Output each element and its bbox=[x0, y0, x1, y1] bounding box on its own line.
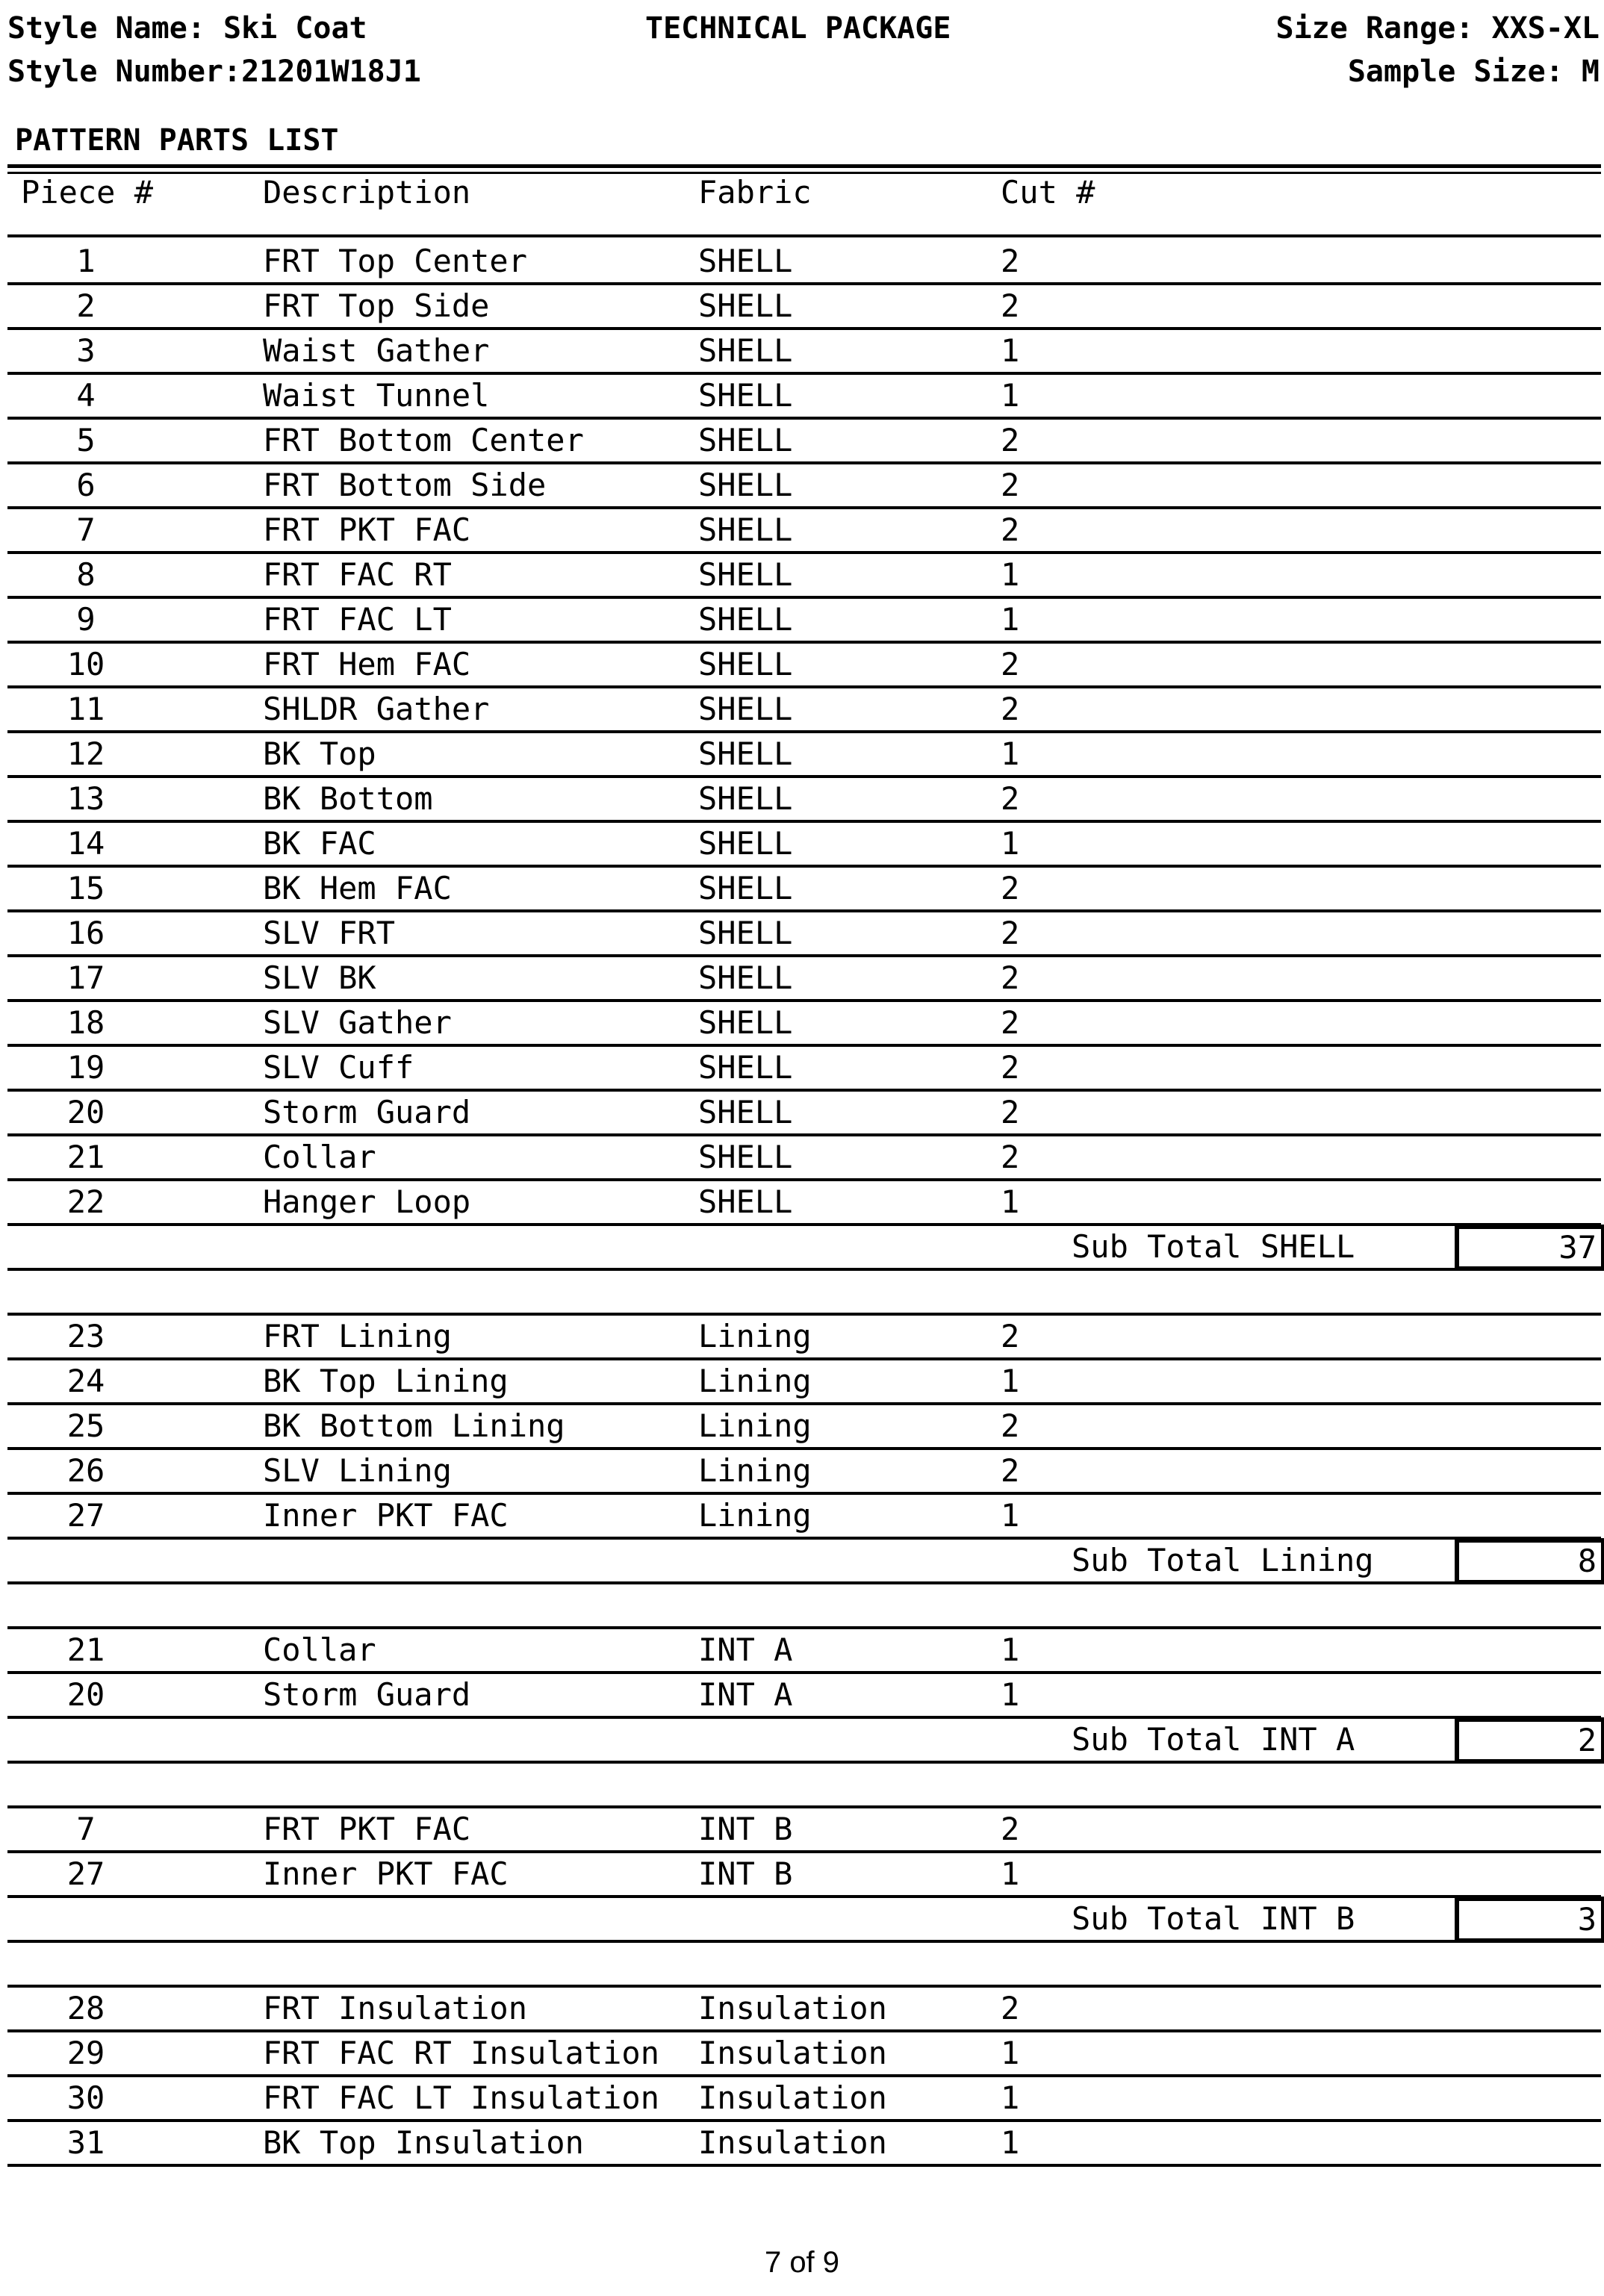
description-cell: BK Top Lining bbox=[263, 1363, 509, 1399]
fabric-cell: SHELL bbox=[698, 556, 793, 593]
fabric-cell: INT A bbox=[698, 1631, 793, 1668]
cut-cell: 2 bbox=[1001, 780, 1020, 817]
piece-cell: 13 bbox=[66, 780, 105, 817]
description-cell: BK Hem FAC bbox=[263, 870, 452, 906]
cut-cell: 1 bbox=[1001, 1676, 1020, 1713]
piece-cell: 5 bbox=[76, 422, 96, 458]
piece-cell: 10 bbox=[66, 646, 105, 682]
subtotal-label: Sub Total INT B bbox=[1072, 1900, 1355, 1937]
piece-cell: 12 bbox=[66, 735, 105, 772]
description-cell: FRT FAC LT bbox=[263, 601, 452, 638]
piece-cell: 21 bbox=[66, 1139, 105, 1175]
row-divider bbox=[7, 1268, 1601, 1271]
table-row bbox=[7, 1807, 1601, 1852]
description-cell: Collar bbox=[263, 1139, 376, 1175]
fabric-cell: SHELL bbox=[698, 780, 793, 817]
piece-cell: 14 bbox=[66, 825, 105, 862]
piece-cell: 1 bbox=[76, 243, 96, 279]
fabric-cell: SHELL bbox=[698, 243, 793, 279]
fabric-cell: SHELL bbox=[698, 1094, 793, 1130]
description-cell: SLV BK bbox=[263, 959, 376, 996]
cut-cell: 2 bbox=[1001, 467, 1020, 503]
cut-cell: 2 bbox=[1001, 1004, 1020, 1041]
table-row bbox=[7, 1628, 1601, 1673]
cut-cell: 1 bbox=[1001, 332, 1020, 369]
fabric-cell: Insulation bbox=[698, 2079, 887, 2116]
subtotal-row bbox=[7, 1225, 1601, 1269]
fabric-cell: SHELL bbox=[698, 1049, 793, 1086]
table-row bbox=[7, 1449, 1601, 1493]
fabric-cell: SHELL bbox=[698, 467, 793, 503]
subtotal-label: Sub Total Lining bbox=[1072, 1542, 1374, 1578]
cut-cell: 1 bbox=[1001, 601, 1020, 638]
column-header-cut: Cut # bbox=[1001, 174, 1095, 211]
subtotal-label: Sub Total INT A bbox=[1072, 1721, 1355, 1758]
piece-cell: 7 bbox=[76, 511, 96, 548]
description-cell: FRT Top Center bbox=[263, 243, 528, 279]
piece-cell: 6 bbox=[76, 467, 96, 503]
table-row bbox=[7, 1673, 1601, 1717]
table-row bbox=[7, 777, 1601, 821]
cut-cell: 1 bbox=[1001, 2079, 1020, 2116]
description-cell: FRT PKT FAC bbox=[263, 511, 471, 548]
piece-cell: 9 bbox=[76, 601, 96, 638]
document-title: TECHNICAL PACKAGE bbox=[645, 11, 951, 46]
piece-cell: 23 bbox=[66, 1318, 105, 1354]
subtotal-value: 37 bbox=[1455, 1225, 1604, 1271]
description-cell: BK Top Insulation bbox=[263, 2124, 584, 2161]
table-row bbox=[7, 597, 1601, 642]
table-row bbox=[7, 418, 1601, 463]
piece-cell: 16 bbox=[66, 915, 105, 951]
description-cell: FRT Insulation bbox=[263, 1990, 528, 2026]
piece-cell: 30 bbox=[66, 2079, 105, 2116]
description-cell: Storm Guard bbox=[263, 1676, 471, 1713]
fabric-cell: SHELL bbox=[698, 1004, 793, 1041]
style-name: Style Name: Ski Coat bbox=[7, 11, 367, 46]
description-cell: Storm Guard bbox=[263, 1094, 471, 1130]
fabric-cell: SHELL bbox=[698, 691, 793, 727]
fabric-cell: Lining bbox=[698, 1452, 812, 1489]
table-row bbox=[7, 956, 1601, 1001]
fabric-cell: SHELL bbox=[698, 1183, 793, 1220]
description-cell: FRT Lining bbox=[263, 1318, 452, 1354]
row-divider bbox=[7, 2164, 1601, 2167]
cut-cell: 2 bbox=[1001, 959, 1020, 996]
table-row bbox=[7, 1180, 1601, 1225]
table-row bbox=[7, 911, 1601, 956]
table-row bbox=[7, 2031, 1601, 2076]
piece-cell: 26 bbox=[66, 1452, 105, 1489]
table-row bbox=[7, 239, 1601, 284]
table-row bbox=[7, 1852, 1601, 1897]
table-row bbox=[7, 1135, 1601, 1180]
fabric-cell: SHELL bbox=[698, 825, 793, 862]
subtotal-value: 2 bbox=[1455, 1717, 1604, 1764]
table-row bbox=[7, 2076, 1601, 2121]
table-row bbox=[7, 1045, 1601, 1090]
fabric-cell: SHELL bbox=[698, 870, 793, 906]
fabric-cell: SHELL bbox=[698, 422, 793, 458]
subtotal-value: 3 bbox=[1455, 1897, 1604, 1943]
table-row bbox=[7, 1314, 1601, 1359]
fabric-cell: Lining bbox=[698, 1407, 812, 1444]
table-row bbox=[7, 553, 1601, 597]
piece-cell: 24 bbox=[66, 1363, 105, 1399]
description-cell: FRT Bottom Center bbox=[263, 422, 584, 458]
subtotal-row bbox=[7, 1538, 1601, 1583]
subtotal-value: 8 bbox=[1455, 1538, 1604, 1584]
cut-cell: 2 bbox=[1001, 1811, 1020, 1847]
cut-cell: 1 bbox=[1001, 1855, 1020, 1892]
cut-cell: 2 bbox=[1001, 243, 1020, 279]
piece-cell: 25 bbox=[66, 1407, 105, 1444]
table-row bbox=[7, 463, 1601, 508]
subtotal-row bbox=[7, 1897, 1601, 1941]
table-row bbox=[7, 373, 1601, 418]
table-row bbox=[7, 821, 1601, 866]
fabric-cell: Insulation bbox=[698, 1990, 887, 2026]
column-header-row bbox=[7, 173, 1601, 218]
table-row bbox=[7, 329, 1601, 373]
fabric-cell: SHELL bbox=[698, 959, 793, 996]
fabric-cell: SHELL bbox=[698, 287, 793, 324]
header-rule bbox=[7, 234, 1601, 237]
fabric-cell: SHELL bbox=[698, 332, 793, 369]
cut-cell: 1 bbox=[1001, 1183, 1020, 1220]
description-cell: SHLDR Gather bbox=[263, 691, 490, 727]
description-cell: FRT FAC RT Insulation bbox=[263, 2035, 660, 2071]
table-row bbox=[7, 866, 1601, 911]
table-row bbox=[7, 284, 1601, 329]
fabric-cell: Insulation bbox=[698, 2035, 887, 2071]
description-cell: SLV Lining bbox=[263, 1452, 452, 1489]
style-number: Style Number:21201W18J1 bbox=[7, 55, 421, 89]
piece-cell: 21 bbox=[66, 1631, 105, 1668]
description-cell: Collar bbox=[263, 1631, 376, 1668]
description-cell: FRT Hem FAC bbox=[263, 646, 471, 682]
description-cell: BK Bottom bbox=[263, 780, 433, 817]
cut-cell: 1 bbox=[1001, 1497, 1020, 1534]
fabric-cell: SHELL bbox=[698, 646, 793, 682]
cut-cell: 1 bbox=[1001, 1631, 1020, 1668]
description-cell: Hanger Loop bbox=[263, 1183, 471, 1220]
cut-cell: 2 bbox=[1001, 511, 1020, 548]
description-cell: FRT Bottom Side bbox=[263, 467, 547, 503]
cut-cell: 2 bbox=[1001, 1407, 1020, 1444]
cut-cell: 1 bbox=[1001, 2124, 1020, 2161]
description-cell: Waist Gather bbox=[263, 332, 490, 369]
subtotal-label: Sub Total SHELL bbox=[1072, 1228, 1355, 1265]
cut-cell: 2 bbox=[1001, 1139, 1020, 1175]
description-cell: FRT FAC LT Insulation bbox=[263, 2079, 660, 2116]
cut-cell: 2 bbox=[1001, 1990, 1020, 2026]
piece-cell: 4 bbox=[76, 377, 96, 414]
cut-cell: 2 bbox=[1001, 915, 1020, 951]
cut-cell: 2 bbox=[1001, 1318, 1020, 1354]
row-divider bbox=[7, 1940, 1601, 1943]
fabric-cell: SHELL bbox=[698, 377, 793, 414]
column-header-description: Description bbox=[263, 174, 471, 211]
subtotal-row bbox=[7, 1717, 1601, 1762]
cut-cell: 1 bbox=[1001, 377, 1020, 414]
fabric-cell: SHELL bbox=[698, 601, 793, 638]
description-cell: BK Bottom Lining bbox=[263, 1407, 565, 1444]
row-divider bbox=[7, 1581, 1601, 1584]
description-cell: SLV Cuff bbox=[263, 1049, 414, 1086]
fabric-cell: SHELL bbox=[698, 915, 793, 951]
piece-cell: 8 bbox=[76, 556, 96, 593]
size-range: Size Range: XXS-XL bbox=[1275, 11, 1600, 46]
piece-cell: 7 bbox=[76, 1811, 96, 1847]
table-row bbox=[7, 2121, 1601, 2165]
section-title: PATTERN PARTS LIST bbox=[15, 123, 339, 158]
fabric-cell: INT B bbox=[698, 1855, 793, 1892]
table-row bbox=[7, 687, 1601, 732]
table-row bbox=[7, 1986, 1601, 2031]
piece-cell: 20 bbox=[66, 1094, 105, 1130]
description-cell: SLV Gather bbox=[263, 1004, 452, 1041]
cut-cell: 1 bbox=[1001, 556, 1020, 593]
description-cell: SLV FRT bbox=[263, 915, 396, 951]
column-header-piece: Piece # bbox=[21, 174, 154, 211]
piece-cell: 27 bbox=[66, 1497, 105, 1534]
description-cell: FRT Top Side bbox=[263, 287, 490, 324]
piece-cell: 27 bbox=[66, 1855, 105, 1892]
description-cell: Inner PKT FAC bbox=[263, 1497, 509, 1534]
cut-cell: 1 bbox=[1001, 2035, 1020, 2071]
cut-cell: 2 bbox=[1001, 646, 1020, 682]
piece-cell: 17 bbox=[66, 959, 105, 996]
fabric-cell: INT B bbox=[698, 1811, 793, 1847]
title-double-rule-top bbox=[7, 164, 1601, 168]
piece-cell: 29 bbox=[66, 2035, 105, 2071]
piece-cell: 31 bbox=[66, 2124, 105, 2161]
description-cell: BK FAC bbox=[263, 825, 376, 862]
table-row bbox=[7, 1404, 1601, 1449]
fabric-cell: SHELL bbox=[698, 511, 793, 548]
table-row bbox=[7, 1493, 1601, 1538]
fabric-cell: Insulation bbox=[698, 2124, 887, 2161]
piece-cell: 2 bbox=[76, 287, 96, 324]
cut-cell: 2 bbox=[1001, 691, 1020, 727]
piece-cell: 18 bbox=[66, 1004, 105, 1041]
cut-cell: 1 bbox=[1001, 735, 1020, 772]
description-cell: FRT FAC RT bbox=[263, 556, 452, 593]
cut-cell: 1 bbox=[1001, 825, 1020, 862]
piece-cell: 28 bbox=[66, 1990, 105, 2026]
piece-cell: 3 bbox=[76, 332, 96, 369]
cut-cell: 2 bbox=[1001, 287, 1020, 324]
page-number: 7 of 9 bbox=[764, 2246, 840, 2279]
table-row bbox=[7, 1090, 1601, 1135]
fabric-cell: Lining bbox=[698, 1497, 812, 1534]
cut-cell: 2 bbox=[1001, 1094, 1020, 1130]
fabric-cell: INT A bbox=[698, 1676, 793, 1713]
fabric-cell: SHELL bbox=[698, 1139, 793, 1175]
piece-cell: 11 bbox=[66, 691, 105, 727]
row-divider bbox=[7, 1761, 1601, 1764]
description-cell: BK Top bbox=[263, 735, 376, 772]
description-cell: Waist Tunnel bbox=[263, 377, 490, 414]
fabric-cell: Lining bbox=[698, 1318, 812, 1354]
table-row bbox=[7, 642, 1601, 687]
cut-cell: 2 bbox=[1001, 422, 1020, 458]
column-header-fabric: Fabric bbox=[698, 174, 812, 211]
table-row bbox=[7, 1001, 1601, 1045]
piece-cell: 15 bbox=[66, 870, 105, 906]
table-row bbox=[7, 508, 1601, 553]
cut-cell: 2 bbox=[1001, 870, 1020, 906]
table-row bbox=[7, 732, 1601, 777]
description-cell: FRT PKT FAC bbox=[263, 1811, 471, 1847]
sample-size: Sample Size: M bbox=[1347, 55, 1600, 89]
cut-cell: 1 bbox=[1001, 1363, 1020, 1399]
fabric-cell: SHELL bbox=[698, 735, 793, 772]
description-cell: Inner PKT FAC bbox=[263, 1855, 509, 1892]
cut-cell: 2 bbox=[1001, 1452, 1020, 1489]
table-row bbox=[7, 1359, 1601, 1404]
piece-cell: 19 bbox=[66, 1049, 105, 1086]
cut-cell: 2 bbox=[1001, 1049, 1020, 1086]
fabric-cell: Lining bbox=[698, 1363, 812, 1399]
piece-cell: 22 bbox=[66, 1183, 105, 1220]
piece-cell: 20 bbox=[66, 1676, 105, 1713]
